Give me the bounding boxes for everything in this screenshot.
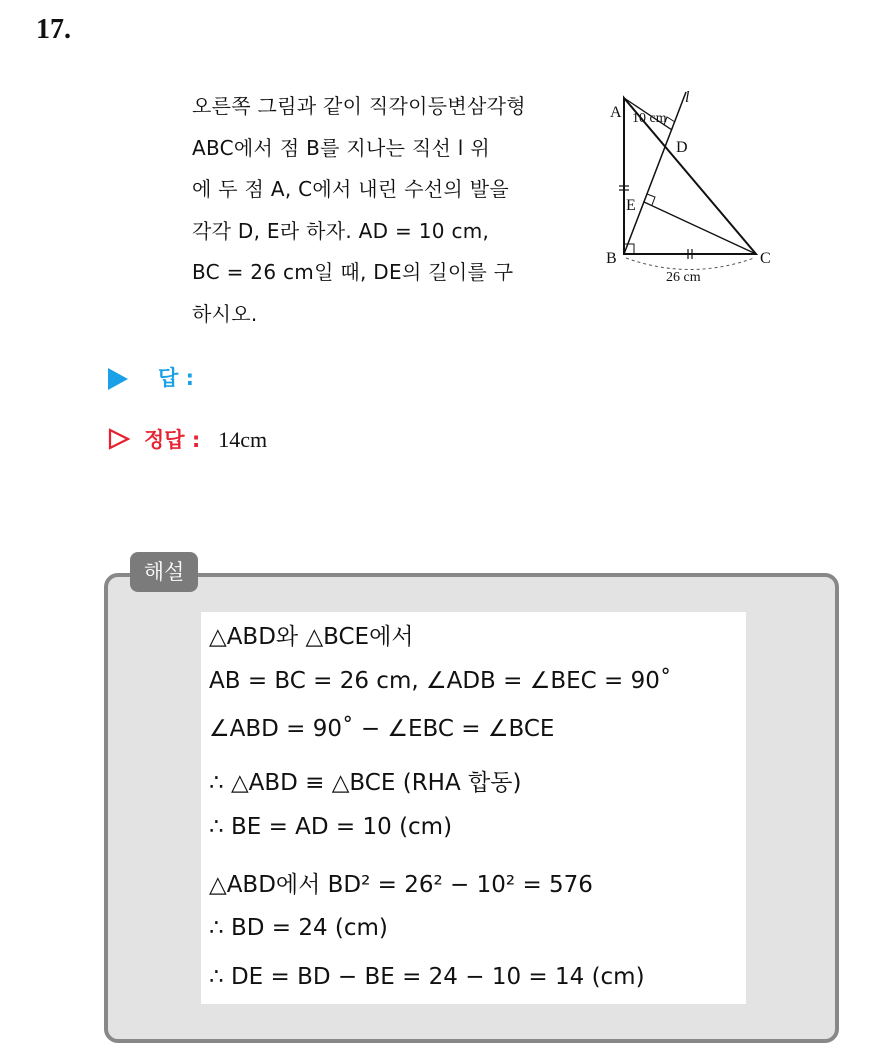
explanation-line: ∴ △ABD ≡ △BCE (RHA 합동): [209, 770, 522, 796]
label-a: A: [610, 104, 622, 121]
problem-line: 오른쪽 그림과 같이 직각이등변삼각형: [192, 94, 526, 118]
explanation-line: ∴ BE = AD = 10 (cm): [209, 814, 453, 840]
correct-answer-label: 정답 :: [144, 428, 201, 452]
label-e: E: [626, 197, 636, 214]
explanation-line: ∠ABD = 90˚ − ∠EBC = ∠BCE: [209, 716, 555, 742]
problem-number: 17.: [36, 14, 71, 45]
label-c: C: [760, 250, 771, 267]
label-d: D: [676, 139, 688, 156]
correct-answer-row: [108, 424, 267, 454]
problem-line: 에 두 점 A, C에서 내린 수선의 발을: [192, 177, 509, 201]
problem-line: 하시오.: [192, 301, 258, 326]
problem-text: [192, 86, 588, 335]
explanation-content: [201, 612, 746, 1004]
bc-measure-arc: [626, 258, 754, 270]
triangle-figure: [600, 86, 790, 286]
correct-answer-value: 14cm: [218, 427, 268, 452]
outline-triangle-icon: [108, 428, 130, 450]
explanation-line: AB = BC = 26 cm, ∠ADB = ∠BEC = 90˚: [209, 668, 672, 694]
explanation-line: ∴ DE = BD − BE = 24 − 10 = 14 (cm): [209, 964, 645, 990]
explanation-line: ∴ BD = 24 (cm): [209, 915, 388, 941]
explanation-tag: 해설: [130, 552, 198, 592]
problem-line: ABC에서 점 B를 지나는 직선 l 위: [192, 135, 490, 160]
answer-row: [108, 362, 212, 392]
explanation-line: △ABD에서 BD² = 26² − 10² = 576: [209, 872, 593, 898]
label-l: l: [685, 89, 690, 106]
label-b: B: [606, 250, 617, 267]
segment-ce: [644, 202, 756, 254]
problem-line: 각각 D, E라 하자. AD = 10 cm,: [192, 218, 490, 243]
explanation-line: △ABD와 △BCE에서: [209, 624, 414, 650]
label-bc-length: 26 cm: [666, 270, 701, 285]
problem-line: BC = 26 cm일 때, DE의 길이를 구: [192, 260, 514, 284]
label-ad-length: 10 cm: [632, 111, 667, 126]
answer-label: 답 :: [158, 366, 194, 390]
play-triangle-icon: [108, 368, 128, 390]
